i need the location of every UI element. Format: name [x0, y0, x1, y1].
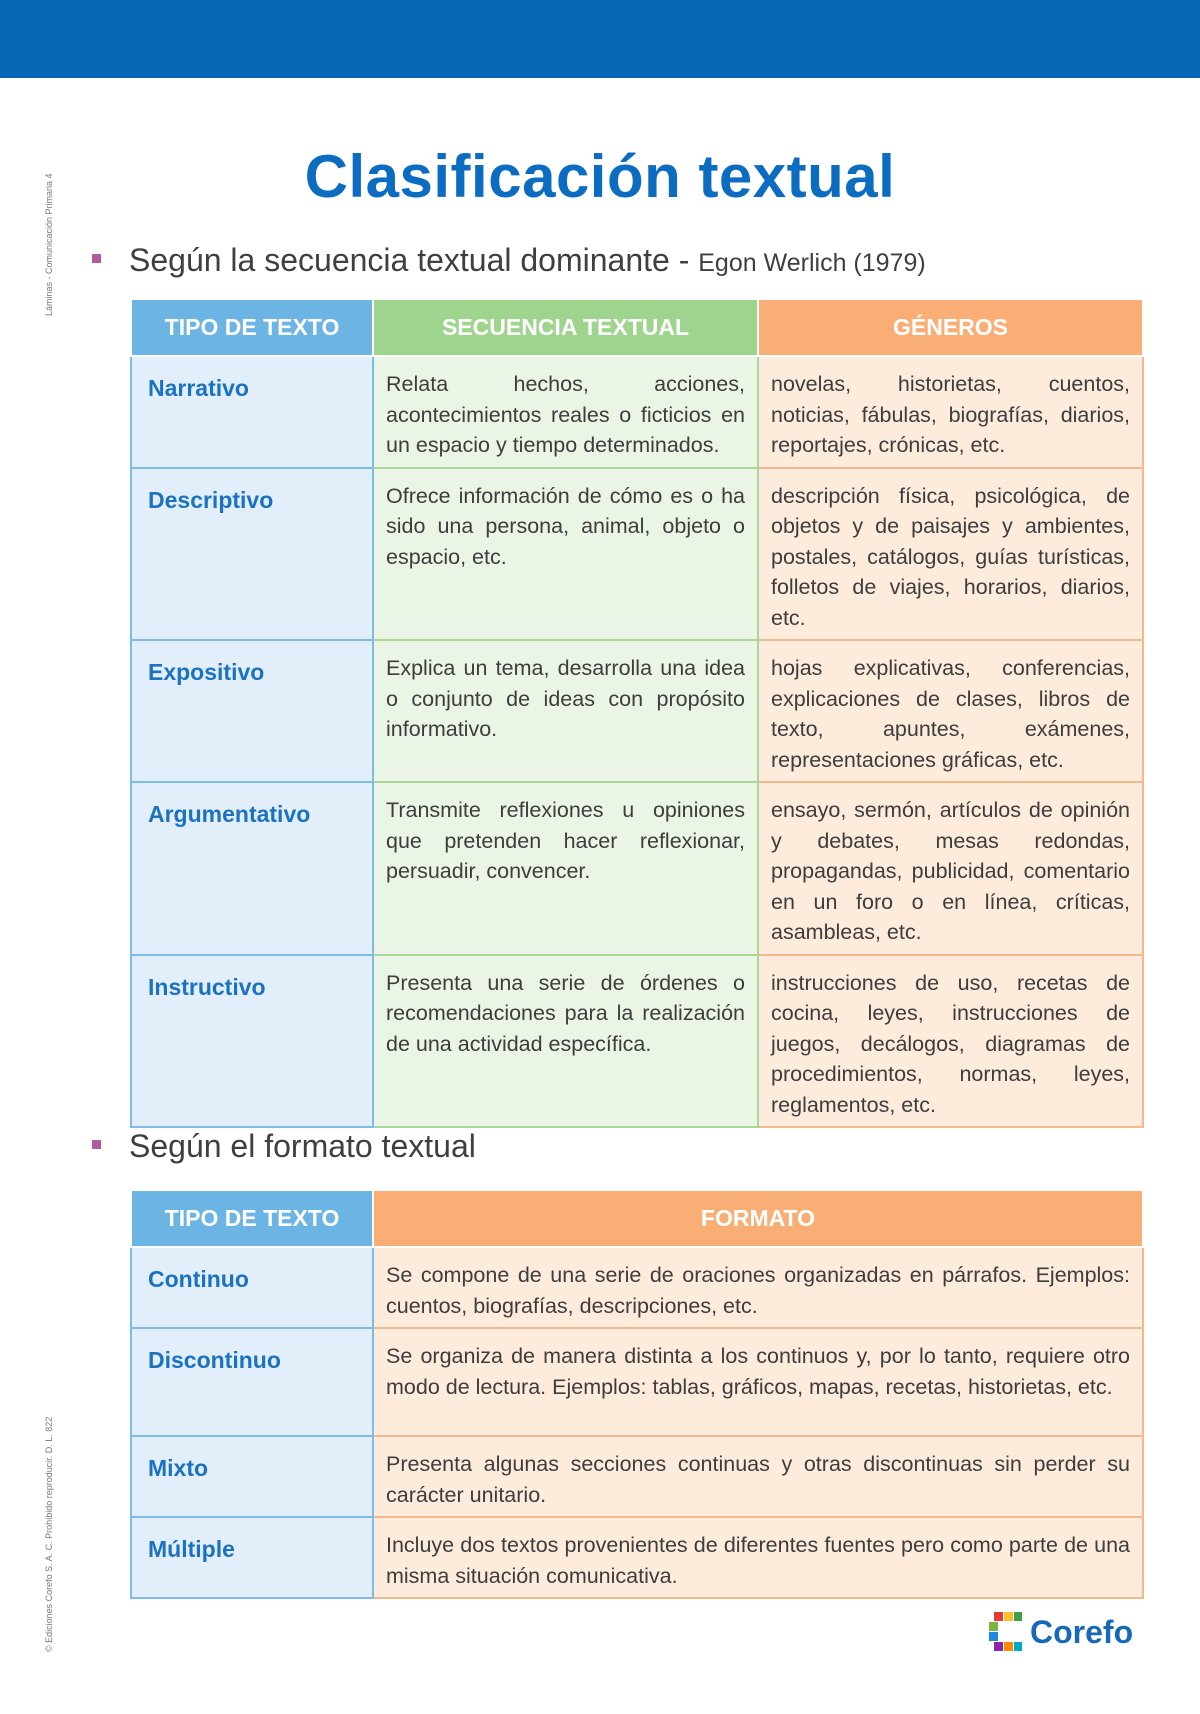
section-heading-sequence — [92, 242, 926, 279]
header-sequence: SECUENCIA TEXTUAL — [373, 299, 758, 356]
section-heading-text: Según la secuencia textual dominante - — [129, 242, 699, 278]
row-genres: instrucciones de uso, recetas de cocina, leyes, instrucciones de juegos, decálogos, diagramas de procedimientos, normas, leyes, reglamentos, etc. — [758, 955, 1143, 1128]
header-genres: GÉNEROS — [758, 299, 1143, 356]
table-row — [131, 640, 1143, 782]
header-type: TIPO DE TEXTO — [131, 1190, 373, 1247]
row-type: Descriptivo — [131, 468, 373, 641]
section-heading-author: Egon Werlich (1979) — [698, 249, 926, 277]
row-type: Mixto — [131, 1436, 373, 1517]
sequence-table — [130, 298, 1144, 1128]
row-type: Múltiple — [131, 1517, 373, 1598]
page-title: Clasificación textual — [304, 143, 896, 210]
row-type: Argumentativo — [131, 782, 373, 955]
corefo-logo — [988, 1610, 1133, 1656]
side-caption-top: Láminas - Comunicación Primaria 4 — [44, 173, 54, 316]
table-row — [131, 1436, 1143, 1517]
row-sequence: Explica un tema, desarrolla una idea o conjunto de ideas con propósito informativo. — [373, 640, 758, 782]
bullet-icon — [92, 254, 101, 263]
logo-text: Corefo — [1030, 1614, 1134, 1650]
row-type: Continuo — [131, 1247, 373, 1328]
table-row — [131, 1517, 1143, 1598]
row-sequence: Relata hechos, acciones, acontecimientos reales o ficticios en un espacio y tiempo determinados. — [373, 356, 758, 468]
table-row — [131, 1328, 1143, 1436]
table-row — [131, 1247, 1143, 1328]
side-caption-bottom: © Ediciones Corefo S. A. C. Prohibido reproducir. D. L. 822 — [44, 1416, 54, 1652]
table-row — [131, 468, 1143, 641]
row-format: Incluye dos textos provenientes de diferentes fuentes pero como parte de una misma situación comunicativa. — [373, 1517, 1143, 1598]
section-heading-format — [92, 1128, 476, 1165]
row-format: Se organiza de manera distinta a los continuos y, por lo tanto, requiere otro modo de lectura. Ejemplos: tablas, gráficos, mapas, recetas, historietas, etc. — [373, 1328, 1143, 1436]
table-header-row — [131, 1190, 1143, 1247]
row-sequence: Ofrece información de cómo es o ha sido una persona, animal, objeto o espacio, etc. — [373, 468, 758, 641]
row-format: Se compone de una serie de oraciones organizadas en párrafos. Ejemplos: cuentos, biografías, descripciones, etc. — [373, 1247, 1143, 1328]
row-sequence: Presenta una serie de órdenes o recomendaciones para la realización de una actividad específica. — [373, 955, 758, 1128]
table-header-row — [131, 299, 1143, 356]
header-format: FORMATO — [373, 1190, 1143, 1247]
row-sequence: Transmite reflexiones u opiniones que pretenden hacer reflexionar, persuadir, convencer. — [373, 782, 758, 955]
format-table — [130, 1189, 1144, 1599]
top-banner — [0, 0, 1200, 78]
table-row — [131, 955, 1143, 1128]
bullet-icon — [92, 1140, 101, 1149]
corefo-logo-icon — [988, 1610, 1024, 1654]
row-type: Instructivo — [131, 955, 373, 1128]
row-genres: ensayo, sermón, artículos de opinión y debates, mesas redondas, propagandas, publicidad, comentario en un foro o en línea, críticas, asambleas, etc. — [758, 782, 1143, 955]
table-row — [131, 356, 1143, 468]
row-genres: hojas explicativas, conferencias, explicaciones de clases, libros de texto, apuntes, exámenes, representaciones gráficas, etc. — [758, 640, 1143, 782]
row-format: Presenta algunas secciones continuas y otras discontinuas sin perder su carácter unitario. — [373, 1436, 1143, 1517]
row-genres: descripción física, psicológica, de objetos y de paisajes y ambientes, postales, catálogos, guías turísticas, folletos de viajes, horarios, diarios, etc. — [758, 468, 1143, 641]
row-type: Expositivo — [131, 640, 373, 782]
row-type: Narrativo — [131, 356, 373, 468]
header-type: TIPO DE TEXTO — [131, 299, 373, 356]
table-row — [131, 782, 1143, 955]
row-genres: novelas, historietas, cuentos, noticias, fábulas, biografías, diarios, reportajes, crónicas, etc. — [758, 356, 1143, 468]
row-type: Discontinuo — [131, 1328, 373, 1436]
section-heading-text: Según el formato textual — [129, 1128, 476, 1164]
